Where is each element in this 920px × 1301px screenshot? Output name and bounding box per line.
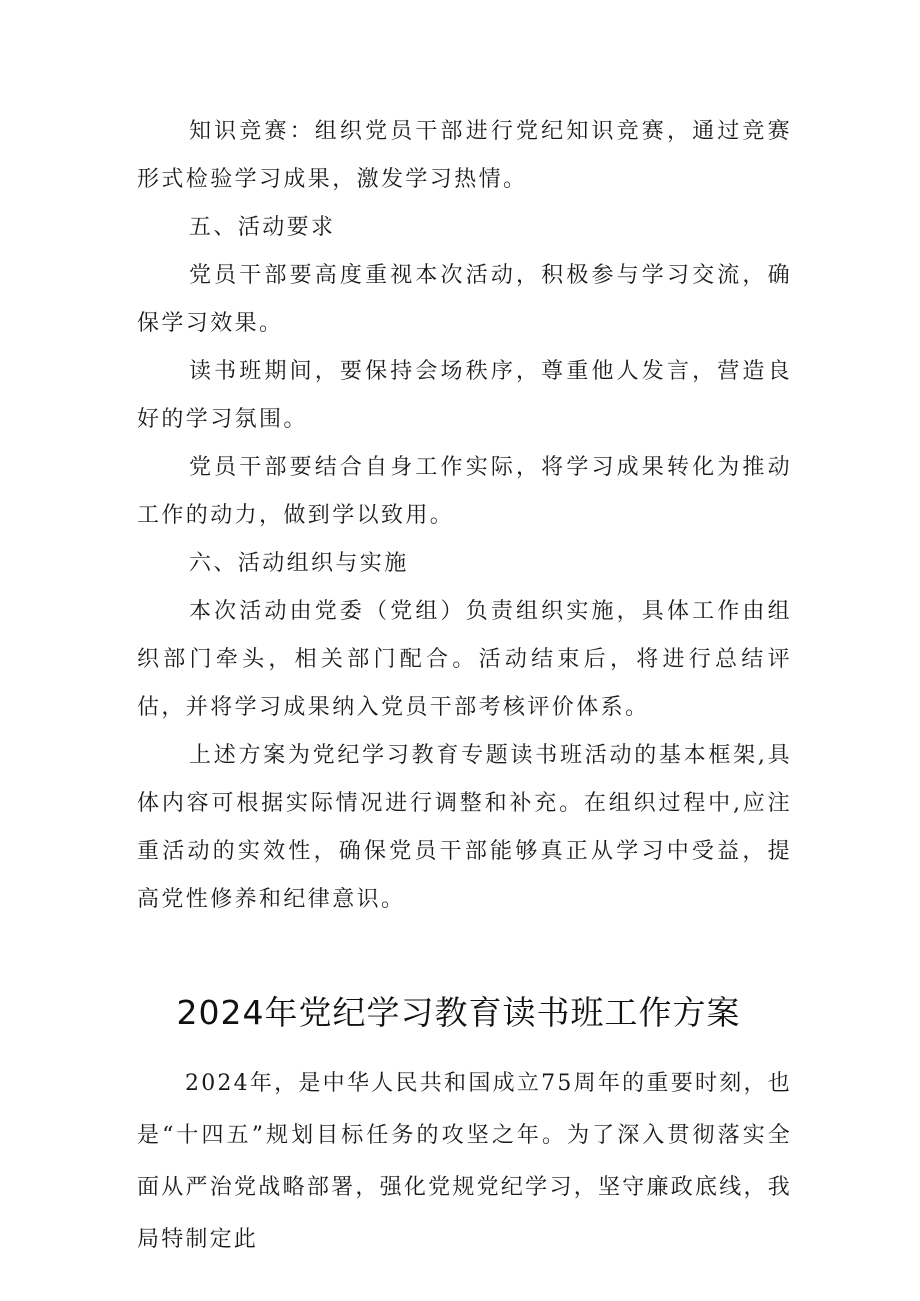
paragraph-knowledge-contest: 知识竞赛：组织党员干部进行党纪知识竞赛，通过竞赛形式检验学习成果，激发学习热情。 xyxy=(137,119,792,192)
document-title: 2024年党纪学习教育读书班工作方案 xyxy=(176,993,741,1032)
paragraph-intro: 2024年，是中华人民共和国成立75周年的重要时刻，也是“十四五”规划目标任务的攻坚之年。为了深入贯彻落实全面从严治党战略部署，强化党规党纪学习，坚守廉政底线，我局特制定此 xyxy=(137,1071,792,1252)
paragraph-requirement-2: 读书班期间，要保持会场秩序，尊重他人发言，营造良好的学习氛围。 xyxy=(137,359,792,432)
paragraph-requirement-1: 党员干部要高度重视本次活动，积极参与学习交流，确保学习效果。 xyxy=(137,263,792,336)
paragraph-summary: 上述方案为党纪学习教育专题读书班活动的基本框架,具体内容可根据实际情况进行调整和补充。在组织过程中,应注重活动的实效性，确保党员干部能够真正从学习中受益，提高党性修养和纪律意识。 xyxy=(137,743,792,912)
paragraph-requirement-3: 党员干部要结合自身工作实际，将学习成果转化为推动工作的动力，做到学以致用。 xyxy=(137,455,792,528)
paragraph-organization: 本次活动由党委（党组）负责组织实施，具体工作由组织部门牵头，相关部门配合。活动结束后，将进行总结评估，并将学习成果纳入党员干部考核评价体系。 xyxy=(137,599,792,720)
section-heading-activity-requirements: 五、活动要求 xyxy=(189,215,336,240)
section-heading-organization: 六、活动组织与实施 xyxy=(189,551,409,576)
